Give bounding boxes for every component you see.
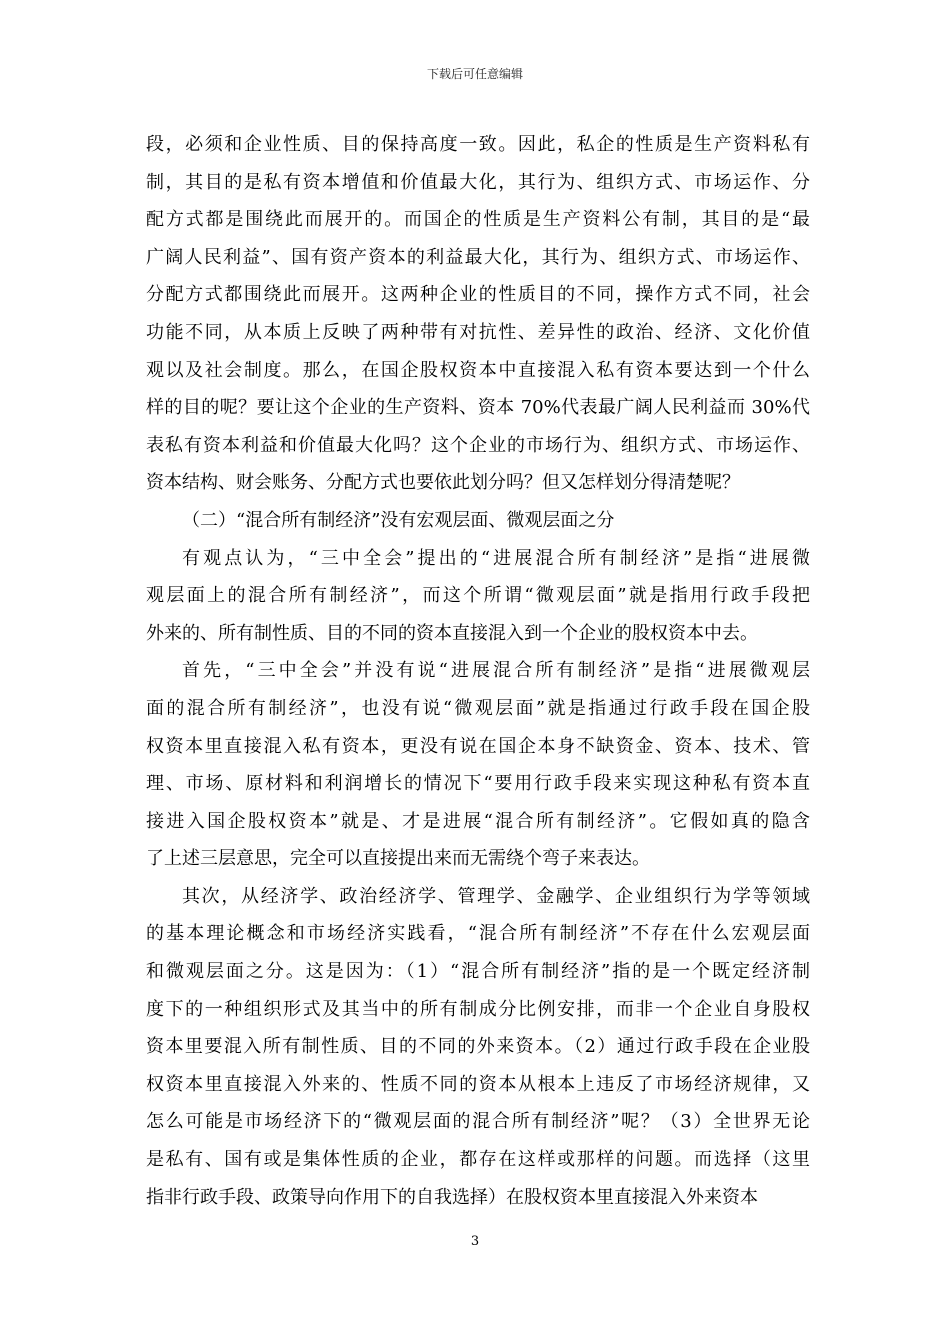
text-line: 怎么可能是市场经济下的“微观层面的混合所有制经济”呢？（3）全世界无论 bbox=[146, 1111, 810, 1133]
text-line: 配方式都是围绕此而展开的。而国企的性质是生产资料公有制，其目的是“最 bbox=[146, 209, 810, 231]
paragraph bbox=[146, 126, 810, 502]
paragraph bbox=[146, 540, 810, 653]
text-line: 外来的、所有制性质、目的不同的资本直接混入到一个企业的股权资本中去。 bbox=[146, 622, 758, 644]
document-body bbox=[146, 126, 810, 1216]
text-line: 权资本里直接混入私有资本，更没有说在国企本身不缺资金、资本、技术、管 bbox=[146, 735, 810, 757]
text-line: 指非行政手段、政策导向作用下的自我选择）在股权资本里直接混入外来资本 bbox=[146, 1186, 758, 1208]
text-line: 和微观层面之分。这是因为：（1）“混合所有制经济”指的是一个既定经济制 bbox=[146, 961, 810, 983]
text-line: 权资本里直接混入外来的、性质不同的资本从根本上违反了市场经济规律，又 bbox=[146, 1073, 810, 1095]
text-line: 广阔人民利益”、国有资产资本的利益最大化，其行为、组织方式、市场运作、 bbox=[146, 246, 810, 268]
paragraph bbox=[146, 502, 810, 540]
text-line: 资本结构、财会账务、分配方式也要依此划分吗？但又怎样划分得清楚呢？ bbox=[146, 472, 740, 494]
text-line: 首先，“三中全会”并没有说“进展混合所有制经济”是指“进展微观层 bbox=[182, 660, 810, 682]
text-line: 段，必须和企业性质、目的保持高度一致。因此，私企的性质是生产资料私有 bbox=[146, 134, 810, 155]
text-line: 度下的一种组织形式及其当中的所有制成分比例安排，而非一个企业自身股权 bbox=[146, 998, 810, 1020]
text-line: 接进入国企股权资本”就是、才是进展“混合所有制经济”。它假如真的隐含 bbox=[146, 810, 810, 832]
text-line: 观层面上的混合所有制经济”，而这个所谓“微观层面”就是指用行政手段把 bbox=[146, 585, 810, 607]
text-line: （二）“混合所有制经济”没有宏观层面、微观层面之分 bbox=[182, 509, 615, 531]
text-line: 面的混合所有制经济”，也没有说“微观层面”就是指通过行政手段在国企股 bbox=[146, 697, 810, 719]
text-line: 是私有、国有或是集体性质的企业，都存在这样或那样的问题。而选择（这里 bbox=[146, 1149, 810, 1171]
text-line: 其次，从经济学、政治经济学、管理学、金融学、企业组织行为学等领域 bbox=[182, 885, 810, 907]
text-line: 了上述三层意思，完全可以直接提出来而无需绕个弯子来表达。 bbox=[146, 848, 650, 870]
text-line: 样的目的呢？要让这个企业的生产资料、资本 70%代表最广阔人民利益而 30%代 bbox=[146, 397, 810, 419]
text-line: 有观点认为，“三中全会”提出的“进展混合所有制经济”是指“进展微 bbox=[182, 547, 810, 569]
text-line: 制，其目的是私有资本增值和价值最大化，其行为、组织方式、市场运作、分 bbox=[146, 171, 810, 193]
text-line: 观以及社会制度。那么，在国企股权资本中直接混入私有资本要达到一个什么 bbox=[146, 359, 810, 381]
paragraph bbox=[146, 652, 810, 878]
text-line: 分配方式都围绕此而展开。这两种企业的性质目的不同，操作方式不同，社会 bbox=[146, 284, 810, 306]
text-line: 的基本理论概念和市场经济实践看，“混合所有制经济”不存在什么宏观层面 bbox=[146, 923, 810, 945]
paragraph bbox=[146, 878, 810, 1216]
page-number: 3 bbox=[470, 1234, 480, 1249]
text-line: 理、市场、原材料和利润增长的情况下“要用行政手段来实现这种私有资本直 bbox=[146, 773, 810, 795]
text-line: 资本里要混入所有制性质、目的不同的外来资本。（2）通过行政手段在企业股 bbox=[146, 1036, 810, 1058]
text-line: 功能不同，从本质上反映了两种带有对抗性、差异性的政治、经济、文化价值 bbox=[146, 321, 810, 343]
text-line: 表私有资本利益和价值最大化吗？这个企业的市场行为、组织方式、市场运作、 bbox=[146, 434, 810, 456]
page-header: 下载后可任意编辑 bbox=[426, 67, 523, 81]
